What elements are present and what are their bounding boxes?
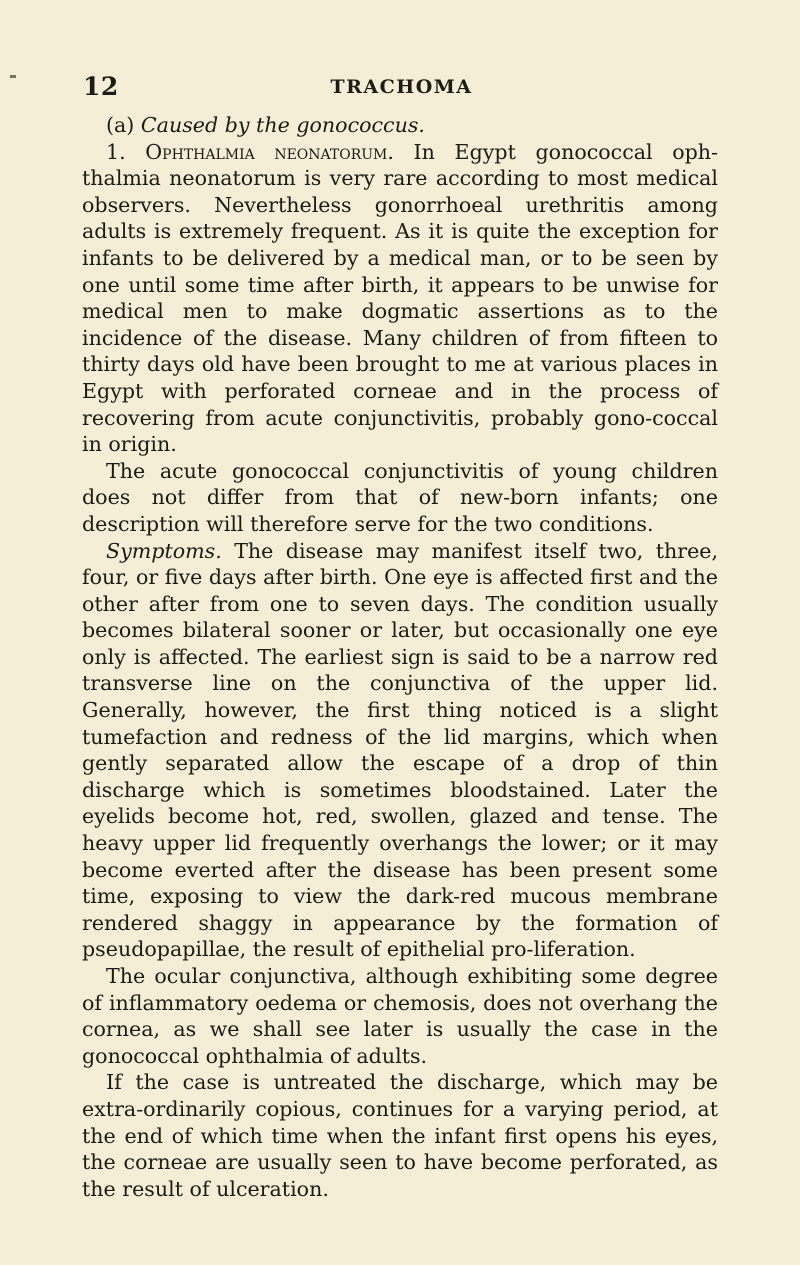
paragraph-ophthalmia-neonatorum: [82, 139, 718, 458]
symptoms-text: The disease may manifest itself two, three, four, or five days after birth. One eye is affected first and the other after from one to seven days. The condition usually becomes bilateral sooner or later, but occasionally one eye only is affected. The earliest sign is said to be a narrow red transverse line on the conjunctiva of the upper lid. Generally, however, the first thing noticed is a slight tumefaction and redness of the lid margins, which when gently separated allow the escape of a drop of thin discharge which is sometimes bloodstained. Later the eyelids become hot, red, swollen, glazed and tense. The heavy upper lid frequently overhangs the lower; or it may become everted after the disease has been present some time, exposing to view the dark-red mucous membrane rendered shaggy in appearance by the formation of pseudopapillae, the result of epithelial pro-liferation.: [82, 538, 719, 962]
paragraph-ocular-conjunctiva: The ocular conjunctiva, although exhibiting some degree of inflammatory oedema or chemosis, does not overhang the cornea, as we shall see later is usually the case in the gonococcal ophthalmia of adults.: [82, 964, 718, 1068]
symptoms-label: Symptoms.: [106, 538, 222, 563]
paragraph-acute-conjunctivitis: The acute gonococcal conjunctivitis of young children does not differ from that of new-born infants; one description will therefore serve for the two conditions.: [82, 458, 718, 536]
section-title: Caused by the gonococcus.: [140, 113, 425, 137]
section-heading: [82, 112, 718, 139]
running-head: TRACHOMA: [330, 76, 473, 98]
page-header: [83, 72, 720, 102]
entry-text: In Egypt gonococcal oph-thalmia neonatorum is very rare according to most medical observers. Nevertheless gonorrhoeal urethritis among adults is extremely frequent. As it is quite the exception for infants to be delivered by a medical man, or to be seen by one until some time after birth, it appears to be unwise for medical men to make dogmatic assertions as to the incidence of the disease. Many children of from fifteen to thirty days old have been brought to me at various places in Egypt with perforated corneae and in the process of recovering from acute conjunctivitis, probably gono-coccal in origin.: [82, 139, 719, 457]
paragraph-untreated-case: If the case is untreated the discharge, which may be extra-ordinarily copious, continues for a varying period, at the end of which time when the infant first opens his eyes, the corneae are usually seen to have become perforated, as the result of ulceration.: [82, 1070, 718, 1201]
section-label: (a): [106, 113, 135, 137]
entry-number: 1.: [106, 139, 126, 164]
page-number: 12: [83, 72, 119, 101]
entry-title: Ophthalmia neonatorum.: [145, 139, 394, 164]
body-text: [82, 112, 718, 1202]
gutter-mark: [10, 75, 16, 78]
paragraph-symptoms: [82, 538, 718, 964]
